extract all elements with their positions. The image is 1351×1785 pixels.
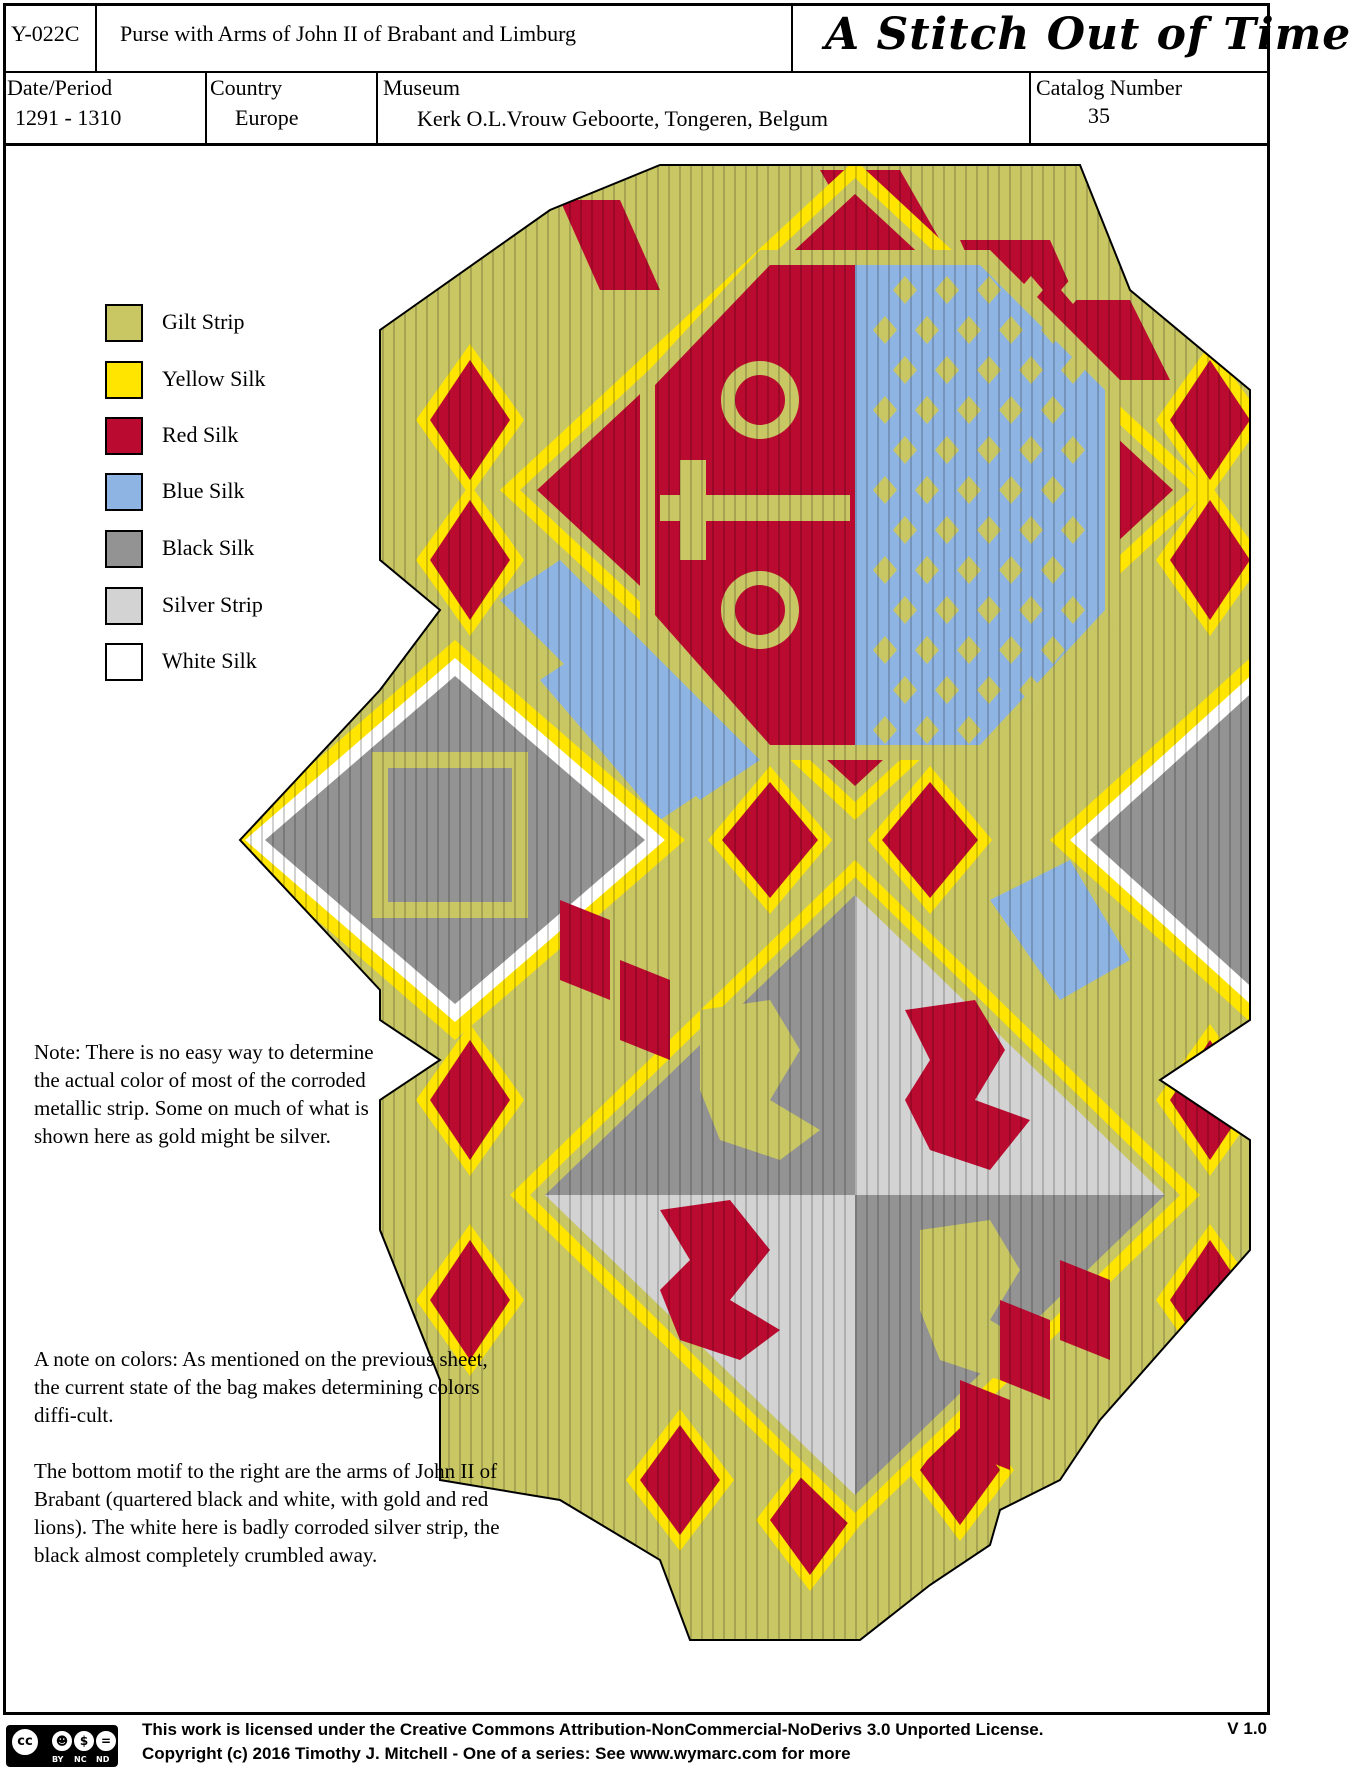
note-text: Note: There is no easy way to determine the actual color of most of the corroded metallic strip. Some on much of what is shown here as gold might be silver. bbox=[34, 1040, 374, 1148]
legend-swatch bbox=[105, 361, 143, 399]
item-title: Purse with Arms of John II of Brabant and Limburg bbox=[120, 21, 577, 46]
legend-swatch bbox=[105, 473, 143, 511]
country-value: Europe bbox=[235, 105, 299, 130]
legend-label: Silver Strip bbox=[162, 592, 263, 617]
creative-commons-badge bbox=[6, 1725, 118, 1767]
note-corrosion bbox=[34, 1038, 374, 1150]
cc-by-label: BY bbox=[52, 1755, 64, 1764]
legend-swatch bbox=[105, 417, 143, 455]
attribution-icon: ☻ bbox=[50, 1729, 74, 1753]
legend-swatch bbox=[105, 643, 143, 681]
date-value: 1291 - 1310 bbox=[15, 105, 122, 130]
country-label: Country bbox=[210, 75, 283, 100]
legend-label: Blue Silk bbox=[162, 478, 245, 503]
legend-label: Black Silk bbox=[162, 535, 255, 560]
license-footer bbox=[0, 1717, 1275, 1785]
cc-nd-label: ND bbox=[96, 1755, 110, 1764]
date-label: Date/Period bbox=[7, 75, 113, 100]
catalog-value: 35 bbox=[1088, 103, 1110, 128]
copyright-text: Copyright (c) 2016 Timothy J. Mitchell - One of a series: See www.wymarc.com for more bbox=[142, 1744, 851, 1763]
legend-swatch bbox=[105, 530, 143, 568]
museum-value: Kerk O.L.Vrouw Geboorte, Tongeren, Belgum bbox=[417, 106, 828, 131]
note-text: The bottom motif to the right are the arms of John II of Brabant (quartered black and white, with gold and red lions). The white here is badly corroded silver strip, the black almost completely crumbled away. bbox=[34, 1459, 500, 1567]
brand-title: A Stitch Out of Time bbox=[825, 9, 1351, 60]
version-label: V 1.0 bbox=[1227, 1719, 1267, 1738]
legend-label: White Silk bbox=[162, 648, 257, 673]
cc-nc-label: NC bbox=[74, 1755, 87, 1764]
legend-swatch bbox=[105, 304, 143, 342]
museum-label: Museum bbox=[383, 75, 460, 100]
noncommercial-icon: $ bbox=[72, 1729, 96, 1753]
legend-swatch bbox=[105, 587, 143, 625]
note-text: A note on colors: As mentioned on the previous sheet, the current state of the bag makes determining colors diffi-cult. bbox=[34, 1347, 488, 1427]
legend-label: Yellow Silk bbox=[162, 366, 266, 391]
legend-label: Red Silk bbox=[162, 422, 239, 447]
note-colors bbox=[34, 1345, 500, 1569]
catalog-label: Catalog Number bbox=[1036, 75, 1183, 100]
legend-label: Gilt Strip bbox=[162, 309, 245, 334]
cc-icon: cc bbox=[10, 1727, 40, 1757]
noderivs-icon: = bbox=[94, 1729, 118, 1753]
license-text: This work is licensed under the Creative Commons Attribution-NonCommercial-NoDerivs 3.0 Unported License. bbox=[142, 1720, 1044, 1739]
item-code: Y-022C bbox=[11, 21, 80, 46]
